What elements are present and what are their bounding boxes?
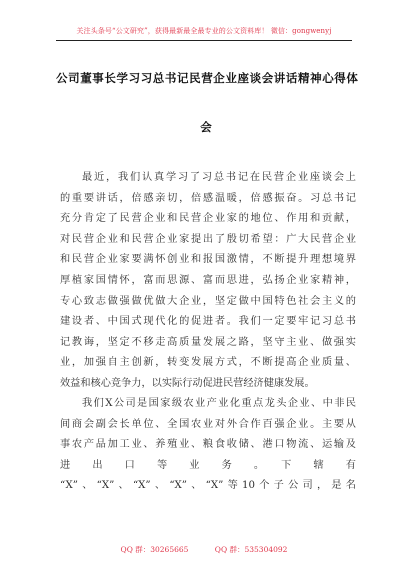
text-line: 进 出 口 等 业 务 。 下 辖 有 xyxy=(60,459,356,471)
header-notice: 关注头条号“公文研究”，获得最新最全最专业的公文资料库！ 微信：gongwenyj xyxy=(76,27,332,35)
text-line: 业，加强自主创新，转变发展方式，不断提高企业质量、 xyxy=(60,357,356,369)
text-line: 建设者、中国式现代化的促进者。我们一定要牢记习总书 xyxy=(60,316,356,328)
document-title-continuation: 会 xyxy=(200,120,212,134)
text-line: 专心致志做强做优做大企业，坚定做中国特色社会主义的 xyxy=(60,295,356,307)
qq-group-1: QQ 群：30265665 xyxy=(120,545,189,554)
text-line: “X”、“X”、“X”、“X”、“X”等10个子公司，是名 xyxy=(60,480,356,492)
header-divider xyxy=(56,40,352,41)
text-line: 和民营企业家要满怀创业和报国激情，不断提升理想境界 xyxy=(60,254,356,266)
text-line: 效益和核心竞争力，以实际行动促进民营经济健康发展。 xyxy=(60,377,315,389)
text-line: 对民营企业和民营企业家提出了殷切希望：广大民营企业 xyxy=(60,233,356,245)
text-line: 的重要讲话，倍感亲切，倍感温暖，倍感振奋。习总书记 xyxy=(60,192,356,204)
text-line: 事农产品加工业、养殖业、粮食收储、港口物流、运输及 xyxy=(60,439,356,451)
document-title: 公司董事长学习习总书记民营企业座谈会讲话精神心得体 xyxy=(56,71,359,85)
text-line: 充分肯定了民营企业和民营企业家的地位、作用和贡献， xyxy=(60,213,356,225)
text-line: 厚植家国情怀，富而思源、富而思进，弘扬企业家精神， xyxy=(60,274,356,286)
footer-contact xyxy=(0,544,408,555)
text-line: 间商会副会长单位、全国农业对外合作百强企业。主要从 xyxy=(60,418,356,430)
paragraph-1 xyxy=(60,168,356,395)
qq-group-2: QQ 群：535304092 xyxy=(214,545,288,554)
paragraph-2 xyxy=(60,394,356,497)
text-line: 最近，我们认真学习了习总书记在民营企业座谈会上 xyxy=(82,172,356,183)
text-line: 记教诲，坚定不移走高质量发展之路，坚守主业、做强实 xyxy=(60,336,356,348)
text-line: 我们X公司是国家级农业产业化重点龙头企业、中非民 xyxy=(82,398,356,409)
